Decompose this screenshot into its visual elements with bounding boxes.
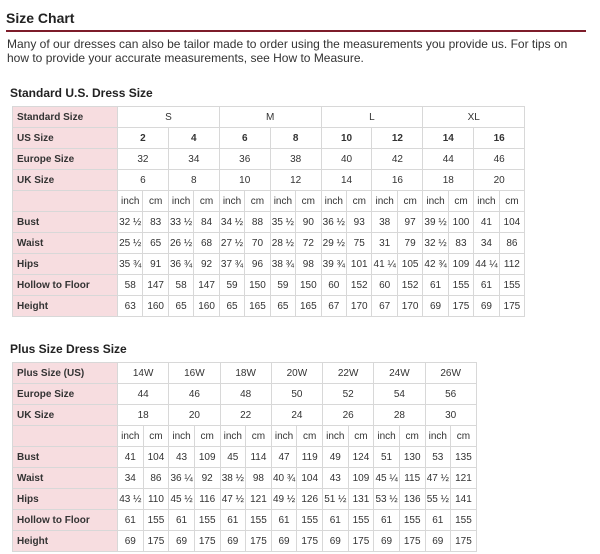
table-cell: 49	[323, 447, 349, 468]
table-cell: 109	[194, 447, 220, 468]
table-cell: 88	[245, 212, 270, 233]
table-cell: 147	[143, 275, 168, 296]
table-cell: 155	[399, 510, 425, 531]
table-cell: 39 ¾	[321, 254, 346, 275]
table-cell: inch	[323, 426, 349, 447]
page-title: Size Chart	[6, 10, 75, 26]
table-cell: 41 ¼	[372, 254, 397, 275]
table-cell: 72	[296, 233, 321, 254]
table-cell: 8	[168, 170, 219, 191]
table-cell: cm	[397, 191, 422, 212]
table-cell: 170	[397, 296, 422, 317]
table-cell: 69	[169, 531, 195, 552]
table-cell: cm	[297, 426, 323, 447]
table-cell: 69	[323, 531, 349, 552]
table-cell: 175	[194, 531, 220, 552]
table-cell: 152	[347, 275, 372, 296]
row-label: Height	[13, 531, 118, 552]
table-cell: 69	[425, 531, 451, 552]
table-cell: 121	[451, 468, 477, 489]
table-cell: 34	[474, 233, 499, 254]
table-cell: 119	[297, 447, 323, 468]
table-cell: 49 ½	[271, 489, 297, 510]
table-cell: 47 ½	[220, 489, 246, 510]
table-cell: 175	[143, 531, 169, 552]
table-cell: 6	[219, 128, 270, 149]
table-cell: 8	[270, 128, 321, 149]
table-cell: 36 ½	[321, 212, 346, 233]
table-cell: 46	[474, 149, 525, 170]
table-cell: 26 ½	[168, 233, 193, 254]
table-cell: inch	[372, 191, 397, 212]
table-cell: 121	[246, 489, 272, 510]
table-cell: 16	[372, 170, 423, 191]
table-cell: 27 ½	[219, 233, 244, 254]
table-cell: 98	[246, 468, 272, 489]
table-cell: 165	[296, 296, 321, 317]
table-cell: 160	[194, 296, 219, 317]
table-cell: 61	[323, 510, 349, 531]
table-cell: cm	[499, 191, 524, 212]
table-cell: 35 ½	[270, 212, 295, 233]
table-cell: 160	[143, 296, 168, 317]
table-cell: 170	[347, 296, 372, 317]
table-cell: 65	[143, 233, 168, 254]
table-cell: 10	[321, 128, 372, 149]
table-cell: 20	[169, 405, 220, 426]
table-cell: 165	[245, 296, 270, 317]
table-cell: inch	[474, 191, 499, 212]
table-cell: 175	[246, 531, 272, 552]
table-cell: 36 ¼	[169, 468, 195, 489]
table-cell: cm	[451, 426, 477, 447]
table-cell: 55 ½	[425, 489, 451, 510]
row-label: Europe Size	[13, 149, 118, 170]
table-cell: inch	[321, 191, 346, 212]
table-cell: 43	[169, 447, 195, 468]
table-cell: 98	[296, 254, 321, 275]
table-cell: 34 ½	[219, 212, 244, 233]
table-cell: 42 ¾	[423, 254, 448, 275]
table-row	[13, 191, 525, 212]
table-cell: 31	[372, 233, 397, 254]
table-cell: 58	[118, 275, 143, 296]
table-cell: 175	[499, 296, 524, 317]
table-cell: 32 ½	[423, 233, 448, 254]
table-cell: cm	[143, 191, 168, 212]
table-cell: 104	[297, 468, 323, 489]
table-cell: cm	[194, 426, 220, 447]
table-cell: 58	[168, 275, 193, 296]
table-cell: 109	[348, 468, 374, 489]
table-cell: 112	[499, 254, 524, 275]
table-cell: 40	[321, 149, 372, 170]
table-row	[13, 233, 525, 254]
standard-size-heading: Standard U.S. Dress Size	[10, 86, 153, 100]
table-cell: 115	[399, 468, 425, 489]
table-cell: 37 ¾	[219, 254, 244, 275]
table-cell: 110	[143, 489, 169, 510]
table-cell: 34	[118, 468, 144, 489]
table-cell: 131	[348, 489, 374, 510]
row-label	[13, 191, 118, 212]
table-cell: 126	[297, 489, 323, 510]
table-cell: 36 ¾	[168, 254, 193, 275]
table-cell: 30	[425, 405, 476, 426]
table-cell: 150	[296, 275, 321, 296]
table-cell: 6	[118, 170, 169, 191]
table-cell: 36	[219, 149, 270, 170]
table-row	[13, 170, 525, 191]
table-cell: 59	[270, 275, 295, 296]
table-cell: cm	[143, 426, 169, 447]
table-cell: 86	[143, 468, 169, 489]
table-cell: 104	[499, 212, 524, 233]
table-cell: 44	[423, 149, 474, 170]
table-cell: 61	[474, 275, 499, 296]
table-cell: 28	[374, 405, 425, 426]
row-label: UK Size	[13, 405, 118, 426]
table-cell: 18W	[220, 363, 271, 384]
table-cell: 32 ½	[118, 212, 143, 233]
table-cell: 175	[297, 531, 323, 552]
table-cell: 86	[499, 233, 524, 254]
table-cell: inch	[220, 426, 246, 447]
size-group-header: M	[219, 107, 321, 128]
size-group-header: XL	[423, 107, 525, 128]
table-cell: 69	[423, 296, 448, 317]
table-cell: 155	[451, 510, 477, 531]
table-cell: inch	[118, 191, 143, 212]
table-cell: 61	[169, 510, 195, 531]
table-cell: 147	[194, 275, 219, 296]
table-cell: 35 ¾	[118, 254, 143, 275]
table-cell: 69	[118, 531, 144, 552]
table-cell: 43	[323, 468, 349, 489]
table-row	[13, 384, 477, 405]
table-cell: 12	[270, 170, 321, 191]
table-cell: 97	[397, 212, 422, 233]
table-cell: 43 ½	[118, 489, 144, 510]
row-label: Hips	[13, 489, 118, 510]
table-cell: 60	[321, 275, 346, 296]
table-cell: 175	[451, 531, 477, 552]
table-row	[13, 426, 477, 447]
table-cell: 45 ½	[169, 489, 195, 510]
table-cell: 83	[448, 233, 473, 254]
table-cell: 175	[348, 531, 374, 552]
table-cell: cm	[245, 191, 270, 212]
table-cell: 93	[347, 212, 372, 233]
table-cell: inch	[425, 426, 451, 447]
table-cell: 69	[220, 531, 246, 552]
table-cell: 50	[271, 384, 322, 405]
table-cell: 109	[448, 254, 473, 275]
table-cell: 155	[297, 510, 323, 531]
table-cell: 53	[425, 447, 451, 468]
table-cell: 16W	[169, 363, 220, 384]
table-cell: 44	[118, 384, 169, 405]
row-label: Plus Size (US)	[13, 363, 118, 384]
row-label: Waist	[13, 468, 118, 489]
table-cell: 155	[499, 275, 524, 296]
table-cell: cm	[399, 426, 425, 447]
table-cell: 83	[143, 212, 168, 233]
table-cell: 44 ¼	[474, 254, 499, 275]
table-cell: 68	[194, 233, 219, 254]
table-cell: 46	[169, 384, 220, 405]
table-cell: 24W	[374, 363, 425, 384]
table-cell: 96	[245, 254, 270, 275]
table-cell: 70	[245, 233, 270, 254]
table-row	[13, 489, 477, 510]
table-cell: 18	[423, 170, 474, 191]
table-cell: 90	[296, 212, 321, 233]
table-cell: cm	[347, 191, 372, 212]
table-cell: 91	[143, 254, 168, 275]
table-cell: 61	[374, 510, 400, 531]
table-cell: 61	[271, 510, 297, 531]
table-cell: inch	[270, 191, 295, 212]
table-cell: inch	[168, 191, 193, 212]
table-row	[13, 296, 525, 317]
table-cell: 101	[347, 254, 372, 275]
row-label: Hollow to Floor	[13, 275, 118, 296]
plus-size-table	[12, 362, 477, 552]
table-cell: 2	[118, 128, 169, 149]
table-cell: 26W	[425, 363, 476, 384]
table-cell: 45 ¼	[374, 468, 400, 489]
table-cell: 39 ½	[423, 212, 448, 233]
table-cell: 152	[397, 275, 422, 296]
table-cell: 52	[323, 384, 374, 405]
table-row	[13, 212, 525, 233]
table-cell: 42	[372, 149, 423, 170]
table-cell: 25 ½	[118, 233, 143, 254]
table-cell: 69	[474, 296, 499, 317]
size-group-header: L	[321, 107, 423, 128]
table-cell: cm	[448, 191, 473, 212]
table-row	[13, 447, 477, 468]
table-cell: 59	[219, 275, 244, 296]
table-cell: 116	[194, 489, 220, 510]
table-cell: 56	[425, 384, 476, 405]
table-row	[13, 531, 477, 552]
table-cell: 41	[118, 447, 144, 468]
standard-size-table	[12, 106, 525, 317]
table-cell: 136	[399, 489, 425, 510]
table-cell: 84	[194, 212, 219, 233]
table-cell: 135	[451, 447, 477, 468]
table-cell: 69	[374, 531, 400, 552]
table-cell: 38	[372, 212, 397, 233]
row-label: UK Size	[13, 170, 118, 191]
table-cell: 61	[423, 275, 448, 296]
table-cell: 141	[451, 489, 477, 510]
table-cell: 63	[118, 296, 143, 317]
row-label	[13, 426, 118, 447]
table-cell: 104	[143, 447, 169, 468]
table-cell: 100	[448, 212, 473, 233]
table-cell: 155	[348, 510, 374, 531]
plus-size-heading: Plus Size Dress Size	[10, 342, 127, 356]
table-row	[13, 405, 477, 426]
table-cell: 51 ½	[323, 489, 349, 510]
table-cell: 54	[374, 384, 425, 405]
row-label: Bust	[13, 447, 118, 468]
table-cell: 20W	[271, 363, 322, 384]
table-cell: 38	[270, 149, 321, 170]
table-cell: 20	[474, 170, 525, 191]
table-row	[13, 363, 477, 384]
table-cell: inch	[219, 191, 244, 212]
table-cell: inch	[374, 426, 400, 447]
table-cell: 34	[168, 149, 219, 170]
table-cell: 4	[168, 128, 219, 149]
table-cell: cm	[348, 426, 374, 447]
table-cell: 61	[220, 510, 246, 531]
table-cell: 12	[372, 128, 423, 149]
table-cell: 155	[448, 275, 473, 296]
table-row	[13, 275, 525, 296]
table-cell: 33 ½	[168, 212, 193, 233]
table-cell: 67	[372, 296, 397, 317]
table-cell: 92	[194, 468, 220, 489]
table-cell: 92	[194, 254, 219, 275]
table-cell: 61	[425, 510, 451, 531]
table-cell: 114	[246, 447, 272, 468]
table-header-row	[13, 107, 525, 128]
table-cell: 22W	[323, 363, 374, 384]
table-row	[13, 254, 525, 275]
table-row	[13, 128, 525, 149]
table-cell: inch	[118, 426, 144, 447]
table-cell: 26	[323, 405, 374, 426]
table-cell: cm	[246, 426, 272, 447]
row-label: Height	[13, 296, 118, 317]
table-cell: 10	[219, 170, 270, 191]
table-cell: 14	[321, 170, 372, 191]
table-cell: 175	[448, 296, 473, 317]
table-cell: 60	[372, 275, 397, 296]
table-row	[13, 149, 525, 170]
table-cell: 155	[246, 510, 272, 531]
table-cell: 130	[399, 447, 425, 468]
table-cell: 155	[143, 510, 169, 531]
table-cell: 150	[245, 275, 270, 296]
row-label: Hollow to Floor	[13, 510, 118, 531]
table-cell: 61	[118, 510, 144, 531]
table-cell: 14W	[118, 363, 169, 384]
table-cell: 47	[271, 447, 297, 468]
table-cell: 65	[168, 296, 193, 317]
table-cell: 155	[194, 510, 220, 531]
intro-text: Many of our dresses can also be tailor made to order using the measurements you provide us. For tips on how to provide your accurate measurements, see How to Measure.	[7, 37, 568, 65]
table-cell: 47 ½	[425, 468, 451, 489]
table-cell: 24	[271, 405, 322, 426]
table-cell: cm	[296, 191, 321, 212]
table-cell: 51	[374, 447, 400, 468]
table-cell: 65	[219, 296, 244, 317]
table-cell: inch	[271, 426, 297, 447]
table-cell: 65	[270, 296, 295, 317]
table-row	[13, 468, 477, 489]
table-cell: 14	[423, 128, 474, 149]
row-label: US Size	[13, 128, 118, 149]
table-cell: 41	[474, 212, 499, 233]
table-cell: cm	[194, 191, 219, 212]
table-cell: 67	[321, 296, 346, 317]
table-cell: 28 ½	[270, 233, 295, 254]
table-cell: 53 ½	[374, 489, 400, 510]
table-cell: 16	[474, 128, 525, 149]
row-label: Standard Size	[13, 107, 118, 128]
table-cell: 79	[397, 233, 422, 254]
table-cell: 48	[220, 384, 271, 405]
table-cell: 75	[347, 233, 372, 254]
table-cell: inch	[423, 191, 448, 212]
table-cell: 29 ½	[321, 233, 346, 254]
table-cell: 38 ½	[220, 468, 246, 489]
table-cell: 32	[118, 149, 169, 170]
table-cell: 38 ¾	[270, 254, 295, 275]
title-bar	[6, 8, 586, 32]
table-cell: 22	[220, 405, 271, 426]
table-row	[13, 510, 477, 531]
table-cell: 45	[220, 447, 246, 468]
row-label: Bust	[13, 212, 118, 233]
table-cell: 124	[348, 447, 374, 468]
row-label: Hips	[13, 254, 118, 275]
table-cell: inch	[169, 426, 195, 447]
table-cell: 69	[271, 531, 297, 552]
table-cell: 18	[118, 405, 169, 426]
table-cell: 175	[399, 531, 425, 552]
table-cell: 40 ¾	[271, 468, 297, 489]
row-label: Europe Size	[13, 384, 118, 405]
size-group-header: S	[118, 107, 220, 128]
row-label: Waist	[13, 233, 118, 254]
table-cell: 105	[397, 254, 422, 275]
